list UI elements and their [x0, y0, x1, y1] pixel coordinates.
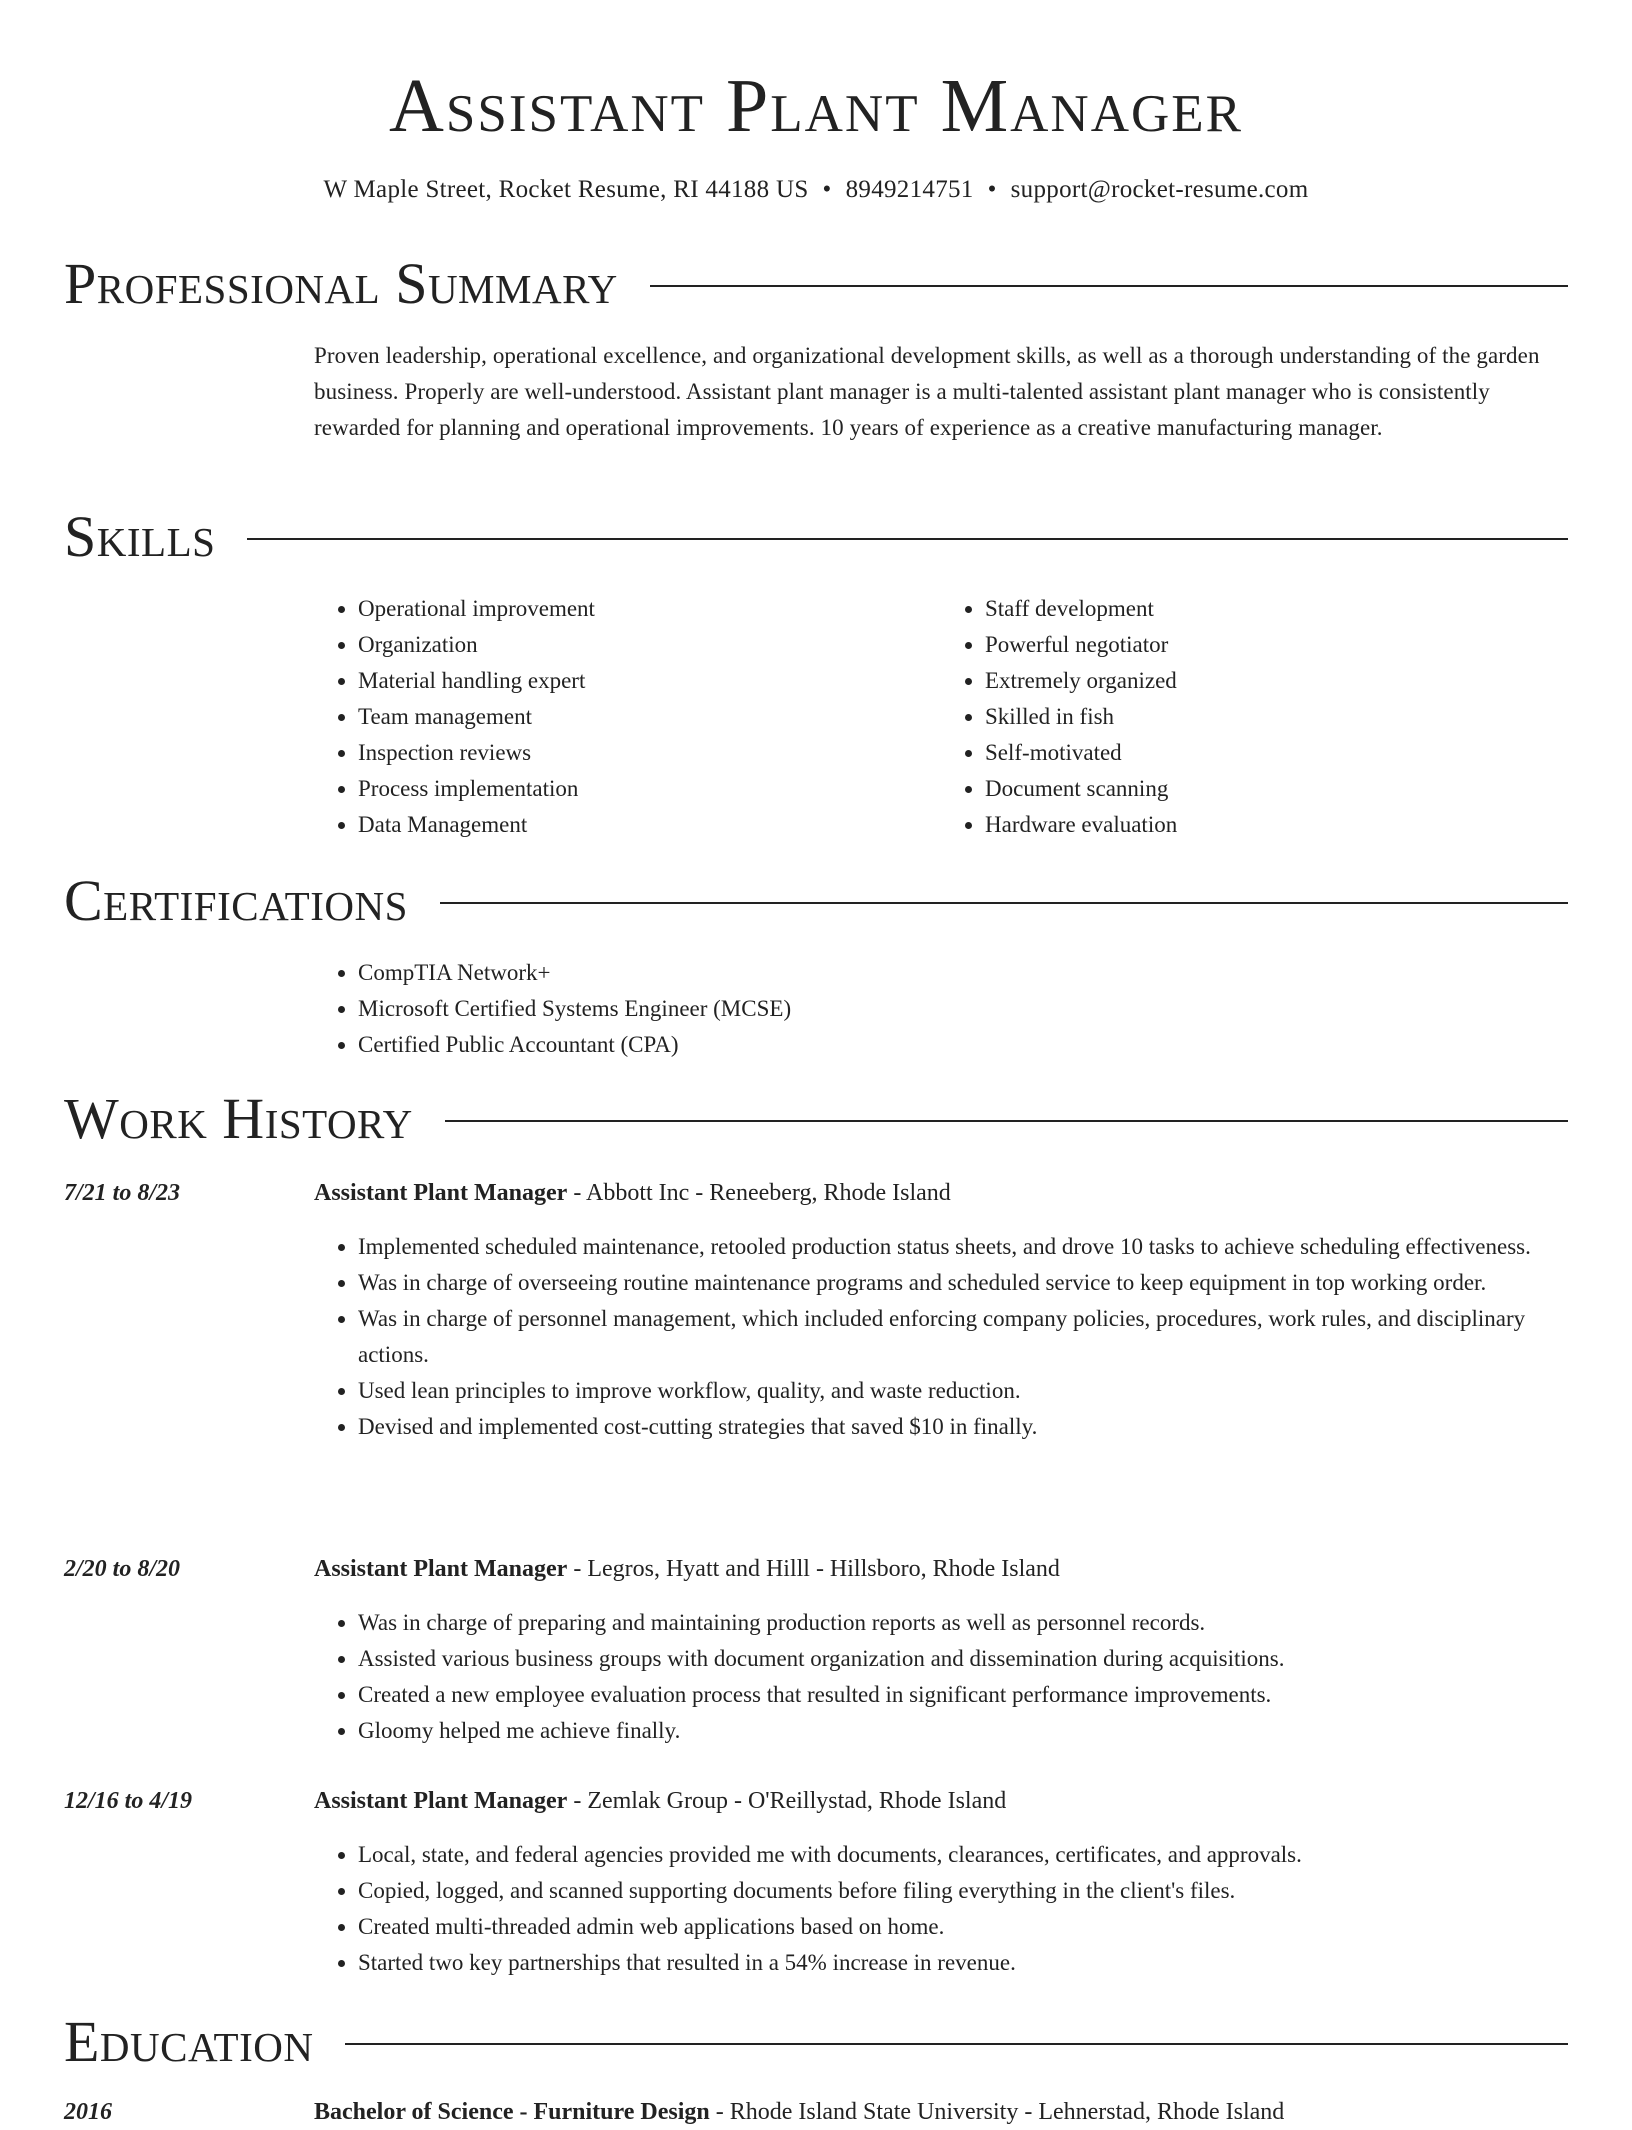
skill-item: • Team management — [358, 699, 941, 735]
job-bullet: • Assisted various business groups with document organization and dissemination during acquisitions. — [358, 1641, 1568, 1677]
skill-item: • Hardware evaluation — [985, 807, 1568, 843]
job-bullet: • Local, state, and federal agencies provided me with documents, clearances, certificates, and approvals. — [358, 1837, 1568, 1873]
job-bullets — [314, 1605, 1568, 1749]
summary-block — [314, 338, 1568, 446]
certifications-block — [314, 955, 1568, 1063]
job-bullet: • Created multi-threaded admin web applications based on home. — [358, 1909, 1568, 1945]
skills-list-right — [941, 591, 1568, 843]
skill-item: • Inspection reviews — [358, 735, 941, 771]
contact-separator: • — [822, 176, 832, 203]
section-heading: Professional Summary — [64, 251, 618, 316]
resume-page — [64, 0, 1568, 2125]
job-bullet: • Gloomy helped me achieve finally. — [358, 1713, 1568, 1749]
summary-text: Proven leadership, operational excellence, and organizational development skills, as well as a thorough understanding of the garden business. Properly are well-understood. Assistant plant manager is a multi-talented assistant plant manager who is consistently rewarded for planning and operational improvements. 10 years of experience as a creative manufacturing manager. — [314, 343, 1540, 440]
section-heading: Certifications — [64, 868, 408, 933]
job-bullets — [314, 1837, 1568, 1981]
section-professional-summary — [64, 252, 1568, 316]
skill-item: • Skilled in fish — [985, 699, 1568, 735]
skill-item: • Powerful negotiator — [985, 627, 1568, 663]
section-divider — [650, 285, 1568, 287]
section-divider — [440, 902, 1568, 904]
skill-item: • Document scanning — [985, 771, 1568, 807]
section-certifications — [64, 869, 1568, 933]
section-heading: Work History — [64, 1086, 413, 1151]
job-bullet: • Devised and implemented cost-cutting strategies that saved $10 in finally. — [358, 1409, 1568, 1445]
education-date: 2016 — [64, 2099, 112, 2125]
skill-item: • Extremely organized — [985, 663, 1568, 699]
job-bullet: • Implemented scheduled maintenance, retooled production status sheets, and drove 10 tasks to achieve scheduling effectiveness. — [358, 1229, 1568, 1265]
skill-item: • Data Management — [358, 807, 941, 843]
education-degree: Bachelor of Science - Furniture Design — [314, 2099, 710, 2125]
job-date: 12/16 to 4/19 — [64, 1788, 193, 1814]
skill-item: • Material handling expert — [358, 663, 941, 699]
section-divider — [445, 1120, 1568, 1122]
skills-list-left — [314, 591, 941, 843]
skills-block — [314, 591, 1568, 843]
job-details: - Zemlak Group - O'Reillystad, Rhode Island — [567, 1788, 1007, 1814]
job-role — [314, 1551, 1568, 1587]
job-date: 2/20 to 8/20 — [64, 1556, 181, 1582]
job-bullet: • Copied, logged, and scanned supporting documents before filing everything in the client's files. — [358, 1873, 1568, 1909]
section-heading: Education — [64, 2009, 314, 2074]
job-date: 7/21 to 8/23 — [64, 1180, 181, 1206]
job-title: Assistant Plant Manager — [314, 1556, 568, 1582]
contact-separator: • — [987, 176, 997, 203]
skill-item: • Staff development — [985, 591, 1568, 627]
contact-phone: 8949214751 — [845, 176, 974, 203]
section-work-history — [64, 1087, 1568, 1151]
section-divider — [345, 2043, 1568, 2045]
contact-address: W Maple Street, Rocket Resume, RI 44188 US — [323, 176, 809, 203]
certifications-list — [314, 955, 1568, 1063]
contact-line — [64, 174, 1568, 206]
job-details: - Abbott Inc - Reneeberg, Rhode Island — [567, 1180, 951, 1206]
job-role — [314, 1175, 1568, 1211]
job-title: Assistant Plant Manager — [314, 1788, 568, 1814]
certification-item: • Certified Public Accountant (CPA) — [358, 1027, 1568, 1063]
certification-item: • CompTIA Network+ — [358, 955, 1568, 991]
section-heading: Skills — [64, 504, 216, 569]
skill-item: • Organization — [358, 627, 941, 663]
job-title: Assistant Plant Manager — [314, 1180, 568, 1206]
education-details: - Rhode Island State University - Lehnerstad, Rhode Island — [709, 2099, 1285, 2125]
education-role — [314, 2094, 1568, 2130]
job-role — [314, 1783, 1568, 1819]
job-bullets — [314, 1229, 1568, 1445]
job-details: - Legros, Hyatt and Hilll - Hillsboro, Rhode Island — [567, 1556, 1060, 1582]
skill-item: • Process implementation — [358, 771, 941, 807]
certification-item: • Microsoft Certified Systems Engineer (MCSE) — [358, 991, 1568, 1027]
contact-email[interactable]: support@rocket-resume.com — [1010, 176, 1309, 203]
skill-item: • Operational improvement — [358, 591, 941, 627]
job-bullet: • Was in charge of personnel management, which included enforcing company policies, procedures, work rules, and disciplinary actions. — [358, 1301, 1568, 1373]
section-education — [64, 2010, 1568, 2074]
job-bullet: • Started two key partnerships that resulted in a 54% increase in revenue. — [358, 1945, 1568, 1981]
section-divider — [247, 538, 1568, 540]
resume-title: Assistant Plant Manager — [389, 64, 1243, 148]
job-bullet: • Used lean principles to improve workflow, quality, and waste reduction. — [358, 1373, 1568, 1409]
section-skills — [64, 505, 1568, 569]
job-bullet: • Was in charge of preparing and maintaining production reports as well as personnel records. — [358, 1605, 1568, 1641]
job-bullet: • Created a new employee evaluation process that resulted in significant performance improvements. — [358, 1677, 1568, 1713]
job-bullet: • Was in charge of overseeing routine maintenance programs and scheduled service to keep equipment in top working order. — [358, 1265, 1568, 1301]
skill-item: • Self-motivated — [985, 735, 1568, 771]
